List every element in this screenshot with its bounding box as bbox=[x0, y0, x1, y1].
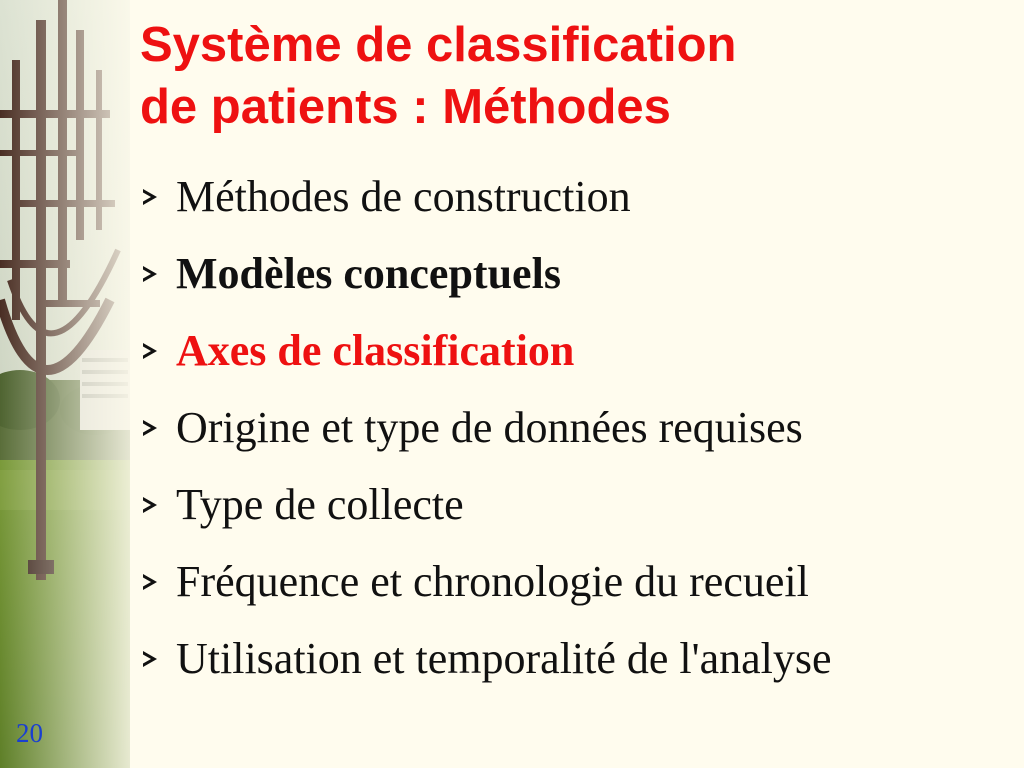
slide-title-line-1: Système de classification bbox=[140, 18, 737, 72]
chevron-right-icon bbox=[140, 312, 176, 389]
chevron-right-icon bbox=[140, 466, 176, 543]
bullet-list bbox=[140, 158, 832, 697]
bullet-text: Modèles conceptuels bbox=[176, 249, 561, 298]
chevron-right-icon bbox=[140, 158, 176, 235]
bullet-text: Fréquence et chronologie du recueil bbox=[176, 557, 809, 606]
chevron-right-icon bbox=[140, 620, 176, 697]
chevron-right-icon bbox=[140, 235, 176, 312]
bullet-item bbox=[140, 466, 832, 543]
bullet-item bbox=[140, 312, 832, 389]
bullet-item bbox=[140, 620, 832, 697]
bullet-text: Méthodes de construction bbox=[176, 172, 631, 221]
bullet-item bbox=[140, 543, 832, 620]
slide-title bbox=[140, 14, 1010, 138]
slide-title-line-2: de patients : Méthodes bbox=[140, 80, 671, 134]
bullet-item bbox=[140, 158, 832, 235]
bullet-text: Utilisation et temporalité de l'analyse bbox=[176, 634, 832, 683]
chevron-right-icon bbox=[140, 543, 176, 620]
chevron-right-icon bbox=[140, 389, 176, 466]
sculpture-photo bbox=[0, 0, 130, 768]
bullet-text: Origine et type de données requises bbox=[176, 403, 803, 452]
bullet-item bbox=[140, 235, 832, 312]
bullet-item bbox=[140, 389, 832, 466]
slide-number: 20 bbox=[16, 718, 43, 748]
bullet-text: Type de collecte bbox=[176, 480, 464, 529]
bullet-text: Axes de classification bbox=[176, 326, 575, 375]
